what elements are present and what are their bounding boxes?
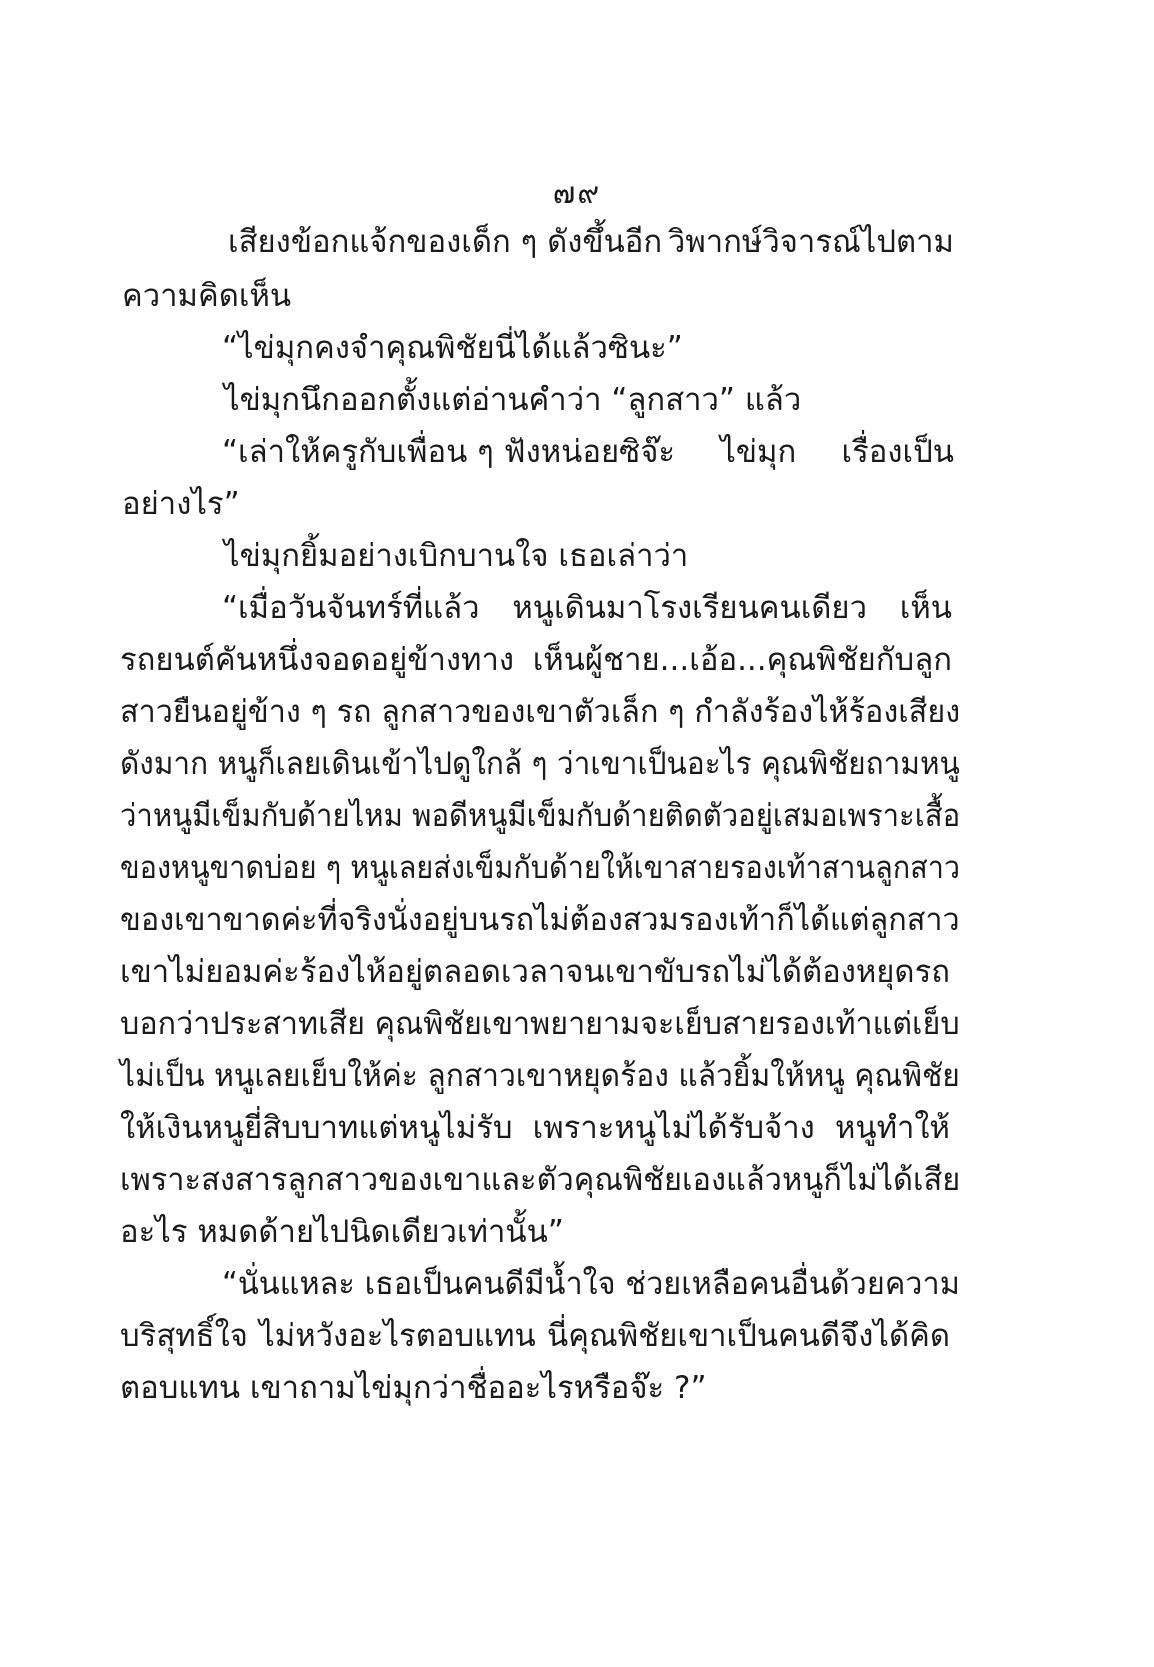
- text-segment: สายรองเท้าสานลูกสาว: [679, 850, 961, 886]
- text-line: ดังมาก หนูก็เลยเดินเข้าไปดูใกล้ ๆ ว่าเขาเป็นอะไร คุณพิชัยถามหนู: [120, 746, 960, 782]
- text-line: อะไร หมดด้ายไปนิดเดียวเท่านั้น”: [120, 1214, 564, 1250]
- text-segment: ร้องไห้อยู่ตลอดเวลา: [299, 954, 566, 990]
- text-segment: บริสุทธิ์ใจ: [120, 1318, 248, 1354]
- text-segment: เห็นผู้ชาย...เอ้อ...คุณพิชัยกับลูก: [532, 642, 952, 678]
- text-segment: สาวยืนอยู่ข้าง ๆ รถ ลูกสาวของเขาตัวเล็ก ๆ กำลังร้องไห้: [120, 694, 849, 730]
- text-line: “ไข่มุกคงจำคุณพิชัยนี่ได้แล้วซินะ”: [222, 330, 683, 366]
- text-segment: ของเขาขาดค่ะ: [120, 902, 318, 938]
- text-line: ว่าหนูมีเข็มกับด้ายไหม พอดีหนูมีเข็มกับด้ายติดตัวอยู่เสมอเพราะเสื้อ: [120, 798, 961, 834]
- text-line: [222, 588, 952, 628]
- text-segment: รถยนต์คันหนึ่งจอดอยู่ข้างทาง: [120, 642, 515, 678]
- text-segment: เสียงข้อกแจ้กของเด็ก ๆ ดังขึ้นอีก: [228, 224, 663, 260]
- text-line: อย่างไร”: [122, 486, 240, 522]
- text-line: [120, 692, 961, 732]
- text-line: [120, 1004, 960, 1044]
- text-line: [120, 952, 950, 992]
- text-segment: บอกว่าประสาทเสีย คุณพิชัยเขาพยายามจะเย็บสายรองเท้า: [120, 1006, 873, 1042]
- text-segment: หนูทำให้: [834, 1110, 950, 1146]
- text-line: ตอบแทน เขาถามไข่มุกว่าชื่ออะไรหรือจ๊ะ ?”: [120, 1370, 707, 1406]
- text-segment: แต่เย็บ: [872, 1006, 960, 1042]
- text-segment: ไม่หวังอะไรตอบแทน: [259, 1318, 536, 1354]
- text-segment: เขาไม่ยอมค่ะ: [120, 954, 300, 990]
- text-segment: “เมื่อวันจันทร์ที่แล้ว: [222, 590, 480, 626]
- text-segment: จนเขาขับรถไม่ได้ต้องหยุดรถ: [565, 954, 950, 990]
- text-segment: ไข่มุก: [720, 434, 797, 470]
- text-segment: เห็น: [899, 590, 952, 626]
- text-line: ไข่มุกนึกออกตั้งแต่อ่านคำว่า “ลูกสาว” แล้ว: [224, 382, 802, 418]
- text-segment: นี่คุณพิชัยเขาเป็นคนดีจึงได้คิด: [547, 1318, 950, 1354]
- text-segment: ให้เงินหนูยี่สิบบาทแต่หนูไม่รับ: [120, 1110, 513, 1146]
- text-line: [120, 1316, 950, 1356]
- text-segment: ร้องเสียง: [848, 694, 961, 730]
- text-segment: วิพากษ์วิจารณ์ไปตาม: [667, 224, 954, 260]
- text-segment: หนูเดินมาโรงเรียนคนเดียว: [512, 590, 867, 626]
- text-segment: แต่ลูกสาว: [829, 902, 960, 938]
- text-line: [120, 900, 960, 940]
- text-segment: ของหนูขาดบ่อย ๆ หนูเลยส่งเข็มกับด้ายให้เขา: [120, 850, 680, 886]
- text-segment: เพราะหนูไม่ได้รับจ้าง: [532, 1110, 815, 1146]
- text-segment: แล้วหนูก็ไม่ได้เสีย: [726, 1162, 961, 1198]
- page-number: ๗๙: [552, 176, 602, 211]
- text-line: ไม่เป็น หนูเลยเย็บให้ค่ะ ลูกสาวเขาหยุดร้อง แล้วยิ้มให้หนู คุณพิชัย: [120, 1058, 960, 1094]
- text-line: [120, 640, 952, 680]
- text-line: [120, 848, 961, 888]
- text-line: ความคิดเห็น: [122, 278, 292, 314]
- text-line: ไข่มุกยิ้มอย่างเบิกบานใจ เธอเล่าว่า: [224, 538, 689, 574]
- text-segment: “เล่าให้ครูกับเพื่อน ๆ ฟังหน่อยซิจ๊ะ: [222, 434, 676, 470]
- text-segment: ที่จริงนั่งอยู่บนรถไม่ต้องสวมรองเท้าก็ได้: [317, 902, 830, 938]
- text-segment: เรื่องเป็น: [841, 434, 954, 470]
- text-line: [120, 1160, 961, 1200]
- text-line: [120, 1108, 950, 1148]
- text-line: [222, 432, 954, 472]
- text-segment: เพราะสงสารลูกสาวของเขาและตัวคุณพิชัยเอง: [120, 1162, 727, 1198]
- text-line: “นั่นแหละ เธอเป็นคนดีมีน้ำใจ ช่วยเหลือคนอื่นด้วยความ: [222, 1266, 960, 1302]
- text-line: [228, 222, 954, 262]
